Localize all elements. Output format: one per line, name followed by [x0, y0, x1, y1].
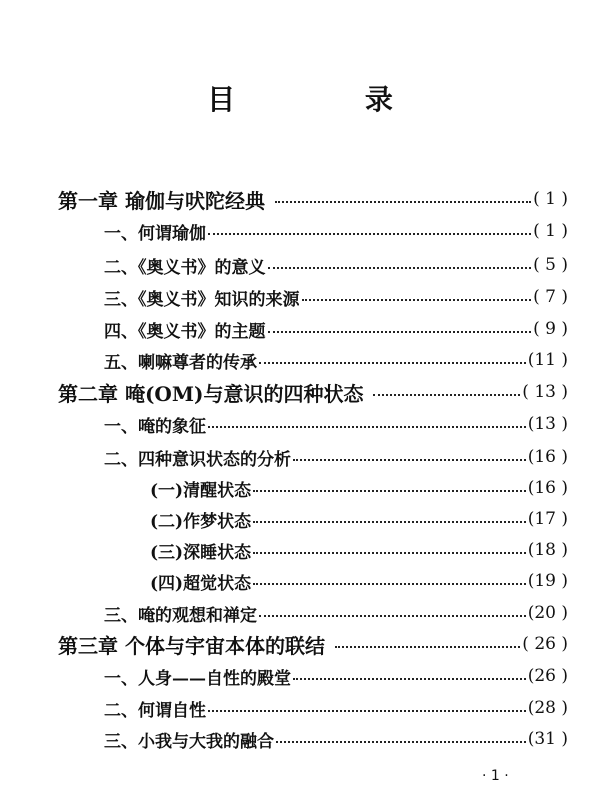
toc-entry-label: (三)深睡状态	[150, 542, 252, 563]
toc-entry-page: ( 26 )	[522, 634, 568, 654]
dot-leader	[208, 710, 526, 712]
dot-leader	[302, 299, 532, 301]
toc-entry-label: 一、人身——自性的殿堂	[104, 668, 291, 689]
toc-entry-sub[interactable]	[150, 504, 568, 534]
toc-entry-label: (二)作梦状态	[150, 511, 252, 532]
dot-leader	[253, 490, 526, 492]
toc-entry-page: (16 )	[527, 447, 568, 467]
toc-entry-section[interactable]	[104, 693, 568, 723]
page-number-footer: · 1 ·	[482, 768, 509, 784]
toc-entry-label: 三、小我与大我的融合	[104, 731, 274, 752]
toc-entry-label: 二、四种意识状态的分析	[104, 449, 291, 470]
toc-entry-label: 五、喇嘛尊者的传承	[104, 352, 257, 373]
dot-leader	[208, 233, 531, 235]
toc-entry-label: 三、唵的观想和禅定	[104, 605, 257, 626]
dot-leader	[259, 362, 526, 364]
toc-entry-page: ( 1 )	[533, 189, 568, 209]
toc-entry-section[interactable]	[104, 724, 568, 754]
toc-entry-chapter[interactable]	[58, 184, 568, 214]
toc-entry-section[interactable]	[104, 250, 568, 280]
toc-entry-page: (13 )	[527, 414, 568, 434]
toc-entry-page: (28 )	[527, 698, 568, 718]
dot-leader	[253, 521, 526, 523]
toc-entry-page: ( 13 )	[522, 382, 568, 402]
dot-leader	[275, 201, 531, 203]
toc-entry-page: (26 )	[527, 666, 568, 686]
toc-entry-page: ( 1 )	[533, 221, 568, 241]
toc-entry-page: (16 )	[527, 478, 568, 498]
toc-entry-sub[interactable]	[150, 566, 568, 596]
toc-entry-label: 第三章 个体与宇宙本体的联结	[58, 633, 325, 658]
toc-entry-page: (20 )	[527, 603, 568, 623]
toc-entry-label: 第二章 唵(OM)与意识的四种状态	[58, 381, 364, 406]
toc-entry-page: (17 )	[527, 509, 568, 529]
toc-entry-sub[interactable]	[150, 473, 568, 503]
toc-entry-label: 二、何谓自性	[104, 700, 206, 721]
dot-leader	[335, 646, 520, 648]
toc-entry-page: ( 7 )	[533, 287, 568, 307]
toc-entry-page: (19 )	[527, 571, 568, 591]
dot-leader	[259, 615, 526, 617]
toc-entry-page: (31 )	[527, 729, 568, 749]
toc-entry-label: (四)超觉状态	[150, 573, 252, 594]
toc-entry-section[interactable]	[104, 409, 568, 439]
toc-entry-page: ( 5 )	[533, 255, 568, 275]
toc-entry-label: 三、《奥义书》知识的来源	[104, 289, 300, 310]
toc-entry-section[interactable]	[104, 282, 568, 312]
dot-leader	[293, 459, 526, 461]
dot-leader	[253, 583, 526, 585]
dot-leader	[293, 678, 526, 680]
toc-entry-page: ( 9 )	[533, 319, 568, 339]
toc-entry-section[interactable]	[104, 598, 568, 628]
toc-entry-label: 一、何谓瑜伽	[104, 223, 206, 244]
toc-entry-label: 四、《奥义书》的主题	[104, 321, 266, 342]
toc-entry-page: (11 )	[527, 350, 568, 370]
dot-leader	[208, 426, 526, 428]
toc-entry-page: (18 )	[527, 540, 568, 560]
page-title: 目 录	[207, 83, 453, 116]
dot-leader	[268, 267, 532, 269]
toc-entry-section[interactable]	[104, 442, 568, 472]
toc-entry-label: (一)清醒状态	[150, 480, 252, 501]
toc-entry-section[interactable]	[104, 216, 568, 246]
dot-leader	[373, 394, 520, 396]
toc-entry-label: 二、《奥义书》的意义	[104, 257, 266, 278]
toc-entry-label: 一、唵的象征	[104, 416, 206, 437]
toc-entry-section[interactable]	[104, 314, 568, 344]
toc-entry-section[interactable]	[104, 345, 568, 375]
toc-entry-chapter[interactable]	[58, 629, 568, 659]
dot-leader	[268, 331, 532, 333]
toc-entry-chapter[interactable]	[58, 377, 568, 407]
dot-leader	[253, 552, 526, 554]
dot-leader	[276, 741, 526, 743]
toc-entry-section[interactable]	[104, 661, 568, 691]
toc-entry-sub[interactable]	[150, 535, 568, 565]
toc-entry-label: 第一章 瑜伽与吠陀经典	[58, 188, 265, 213]
